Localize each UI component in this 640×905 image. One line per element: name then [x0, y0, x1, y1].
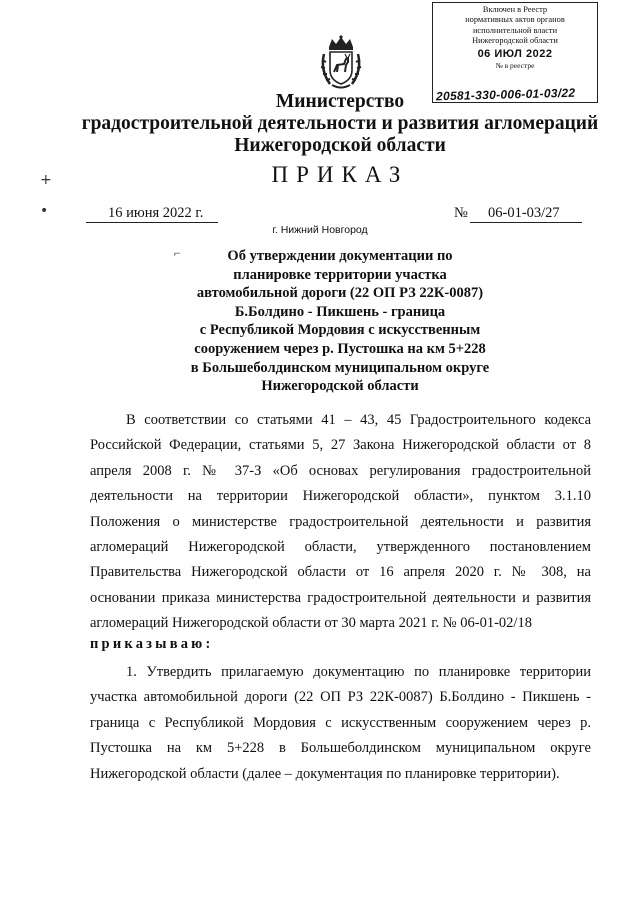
number-label: №	[454, 205, 468, 221]
subject-line: Б.Болдино - Пикшень - граница	[234, 303, 446, 320]
number-underline	[470, 222, 582, 223]
city: г. Нижний Новгород	[272, 224, 368, 236]
corner-mark: ⌐	[174, 246, 181, 260]
document-type: ПРИКАЗ	[271, 162, 409, 187]
subject-line: автомобильной дороги (22 ОП РЗ 22К-0087)	[196, 285, 484, 302]
stamp-line: Нижегородской области	[472, 35, 558, 45]
subject-line: планировке территории участка	[233, 266, 447, 283]
subject-block	[40, 247, 640, 396]
stamp-date: 06 ИЮЛ 2022	[477, 48, 553, 61]
item-1: 1. Утвердить прилагаемую документацию по планировке территории участка автомобильной дороги (22 ОП РЗ 22К-0087) Б.Болдино - Пикшень - граница с Республикой Мордовия с искусственным сооружением через р. Пустошка на км 5+228 в Большеболдинском муниципальном округе Нижегородской области (далее – документация по планировке территории).	[90, 664, 591, 782]
stamp-reg-number: 20581-330-006-01-03/22	[435, 85, 576, 104]
prikazyvayu: приказываю:	[90, 636, 214, 652]
ministry-line2: градостроительной деятельности и развития агломераций	[81, 113, 599, 134]
stamp-reg-label: № в реестре	[495, 61, 535, 71]
margin-mark: •	[40, 203, 49, 219]
body-paragraph: В соответствии со статьями 41 – 43, 45 Градостроительного кодекса Российской Федерации, статьями 5, 27 Закона Нижегородской области от 8 апреля 2008 г. № 37-З «Об основах регулирования градостроительной деятельности на территории Нижегородской области», пунктом 3.1.10 Положения о министерстве градостроительной деятельности и развития агломераций Нижегородской области, утвержденного постановлением Правительства Нижегородской области от 16 апреля 2020 г. № 308, на основании приказа министерства градостроительной деятельности и развития агломераций Нижегородской области от 30 марта 2021 г. № 06-01-02/18	[90, 412, 591, 632]
ministry-line3: Нижегородской области	[234, 135, 446, 156]
date-underline	[86, 222, 218, 223]
document-date: 16 июня 2022 г.	[108, 205, 204, 221]
margin-mark: +	[40, 172, 52, 188]
ministry-line1: Министерство	[275, 91, 405, 112]
stamp-line: исполнительной власти	[472, 25, 558, 35]
subject-line: Об утверждении документации по	[227, 248, 453, 264]
document-number: 06-01-03/27	[488, 205, 560, 221]
stamp-line: нормативных актов органов	[465, 15, 565, 25]
coat-of-arms-icon	[318, 34, 364, 90]
subject-line: Нижегородской области	[261, 378, 419, 395]
subject-line: с Республикой Мордовия с искусственным	[199, 322, 481, 339]
subject-line: в Большеболдинском муниципальном округе	[190, 359, 490, 376]
subject-line: сооружением через р. Пустошка на км 5+228	[194, 340, 486, 357]
stamp-line: Включен в Реестр	[482, 5, 548, 14]
